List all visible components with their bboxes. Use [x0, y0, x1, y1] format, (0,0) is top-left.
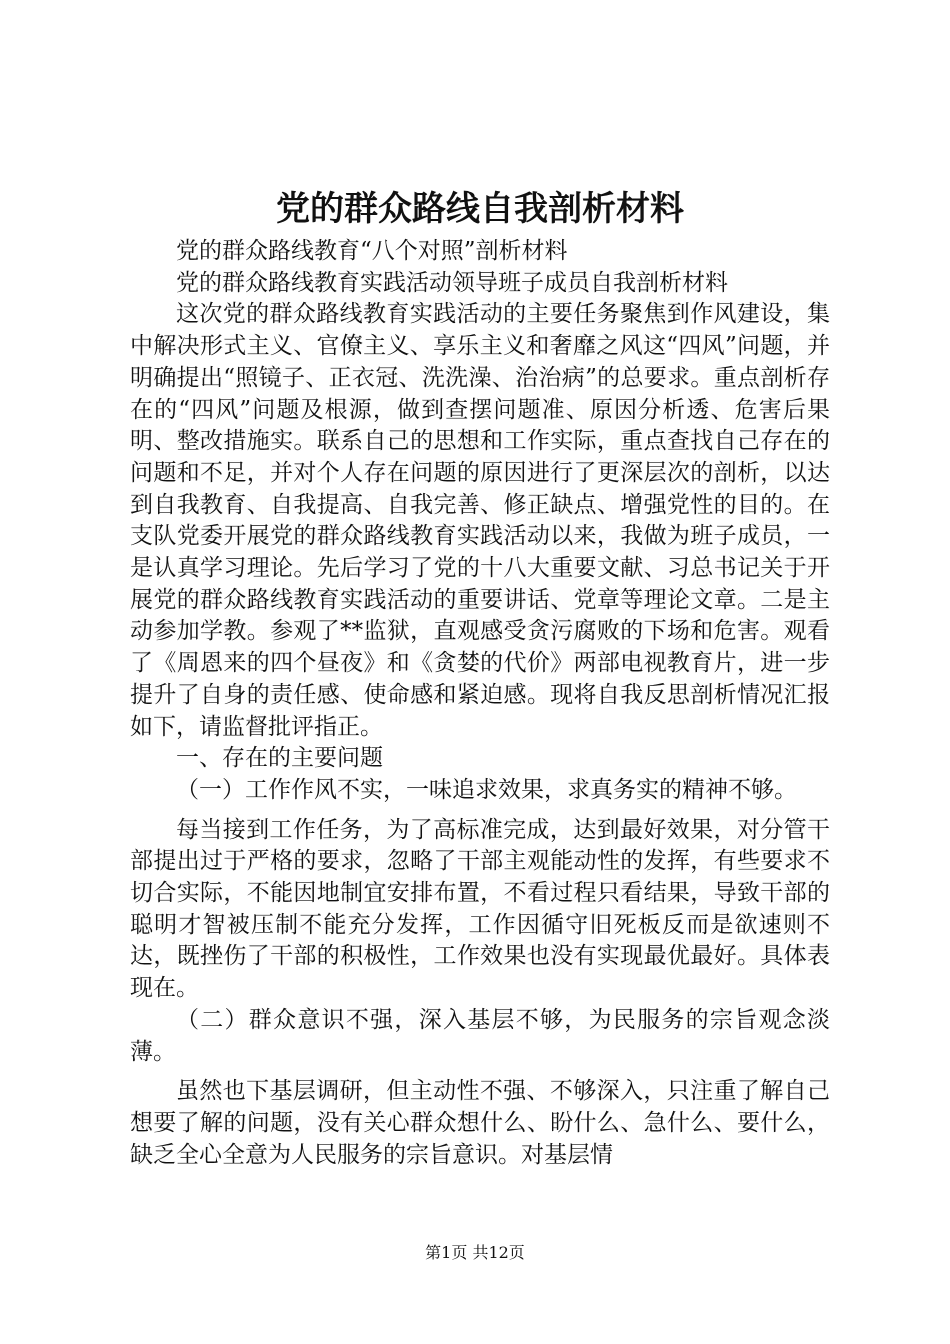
- subsection-heading-2: （二）群众意识不强，深入基层不够，为民服务的宗旨观念淡薄。: [130, 1006, 830, 1065]
- paragraph-mass-awareness: 虽然也下基层调研，但主动性不强、不够深入，只注重了解自己想要了解的问题，没有关心群众想什么、盼什么、急什么、要什么，缺乏全心全意为人民服务的宗旨意识。对基层情: [130, 1078, 830, 1168]
- paragraph-intro: 这次党的群众路线教育实践活动的主要任务聚焦到作风建设，集中解决形式主义、官僚主义、享乐主义和奢靡之风这“四风”问题，并明确提出“照镜子、正衣冠、洗洗澡、治治病”的总要求。重点剖析存在的“四风”问题及根源，做到查摆问题准、原因分析透、危害后果明、整改措施实。联系自己的思想和工作实际，重点查找自己存在的问题和不足，并对个人存在问题的原因进行了更深层次的剖析，以达到自我教育、自我提高、自我完善、修正缺点、增强党性的目的。在支队党委开展党的群众路线教育实践活动以来，我做为班子成员，一是认真学习理论。先后学习了党的十八大重要文献、习总书记关于开展党的群众路线教育实践活动的重要讲话、党章等理论文章。二是主动参加学教。参观了**监狱，直观感受贪污腐败的下场和危害。观看了《周恩来的四个昼夜》和《贪婪的代价》两部电视教育片，进一步提升了自身的责任感、使命感和紧迫感。现将自我反思剖析情况汇报如下，请监督批评指正。: [130, 301, 830, 740]
- document-body: [130, 236, 830, 1171]
- paragraph-subtitle-2: 党的群众路线教育实践活动领导班子成员自我剖析材料: [176, 269, 728, 296]
- page-number-footer: 第1页 共12页: [425, 1243, 525, 1262]
- document-title: 党的群众路线自我剖析材料: [276, 189, 684, 229]
- paragraph-work-style: 每当接到工作任务，为了高标准完成，达到最好效果，对分管干部提出过于严格的要求，忽略了干部主观能动性的发挥，有些要求不切合实际，不能因地制宜安排布置，不看过程只看结果，导致干部的聪明才智被压制不能充分发挥，工作因循守旧死板反而是欲速则不达，既挫伤了干部的积极性，工作效果也没有实现最优最好。具体表现在。: [130, 816, 830, 1002]
- section-heading-main-problems: 一、存在的主要问题: [176, 745, 383, 772]
- subsection-heading-1: （一）工作作风不实，一味追求效果，求真务实的精神不够。: [176, 776, 797, 803]
- paragraph-subtitle-1: 党的群众路线教育“八个对照”剖析材料: [176, 238, 568, 264]
